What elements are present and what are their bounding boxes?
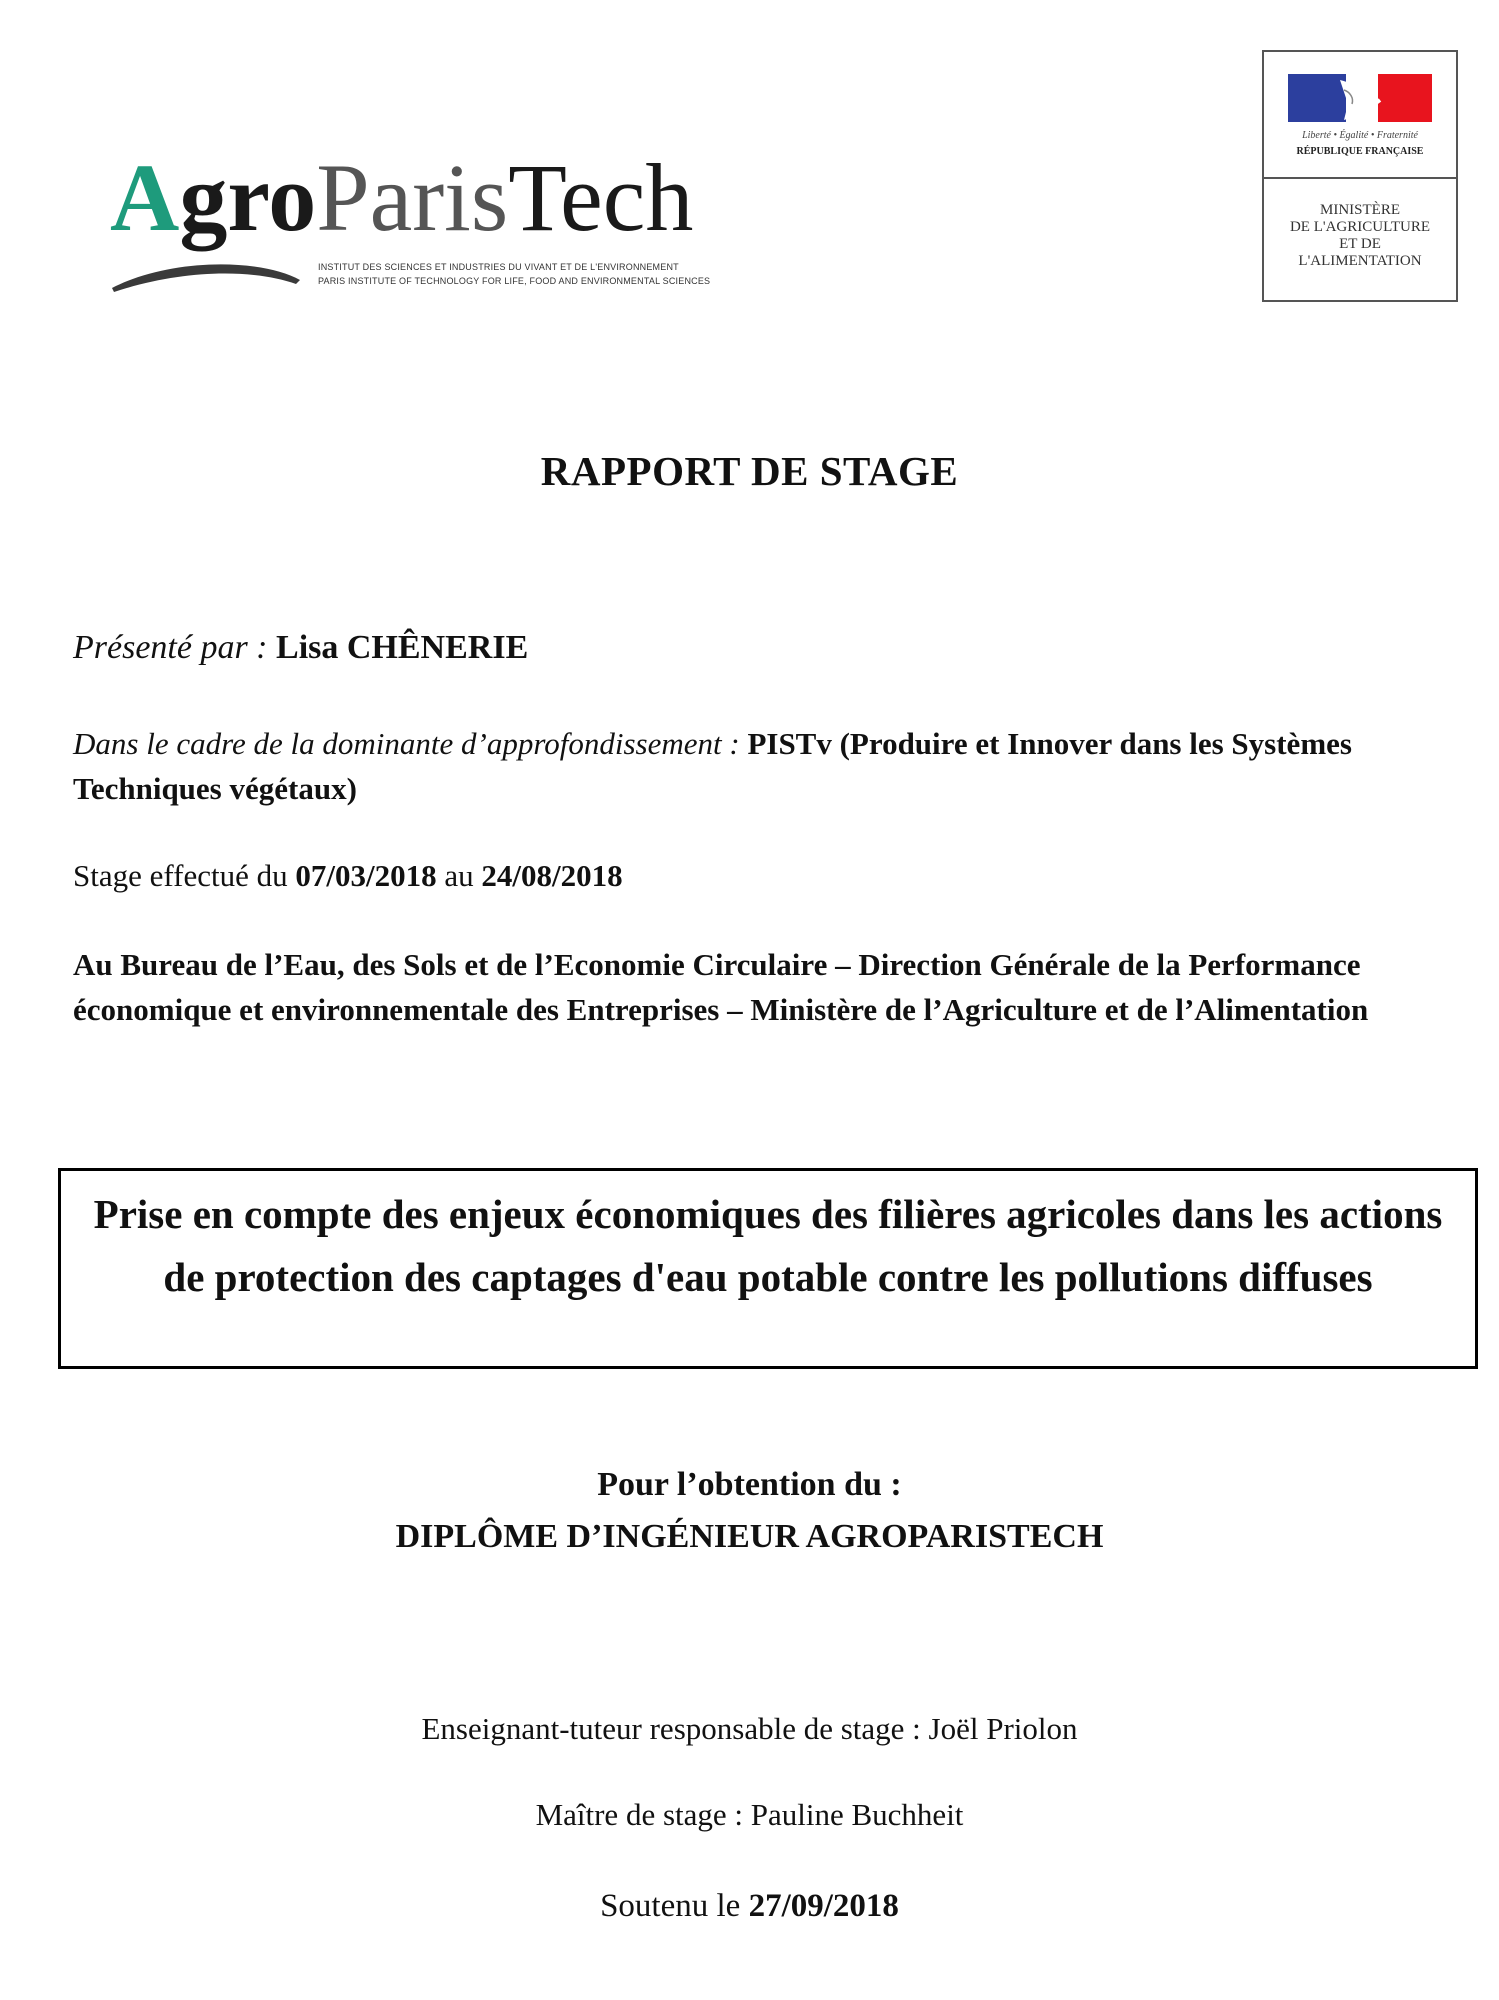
ministry-name-line: ET DE xyxy=(1339,236,1381,252)
stage-start-date: 07/03/2018 xyxy=(295,858,437,893)
dominante xyxy=(73,721,1443,811)
report-topic: Prise en compte des enjeux économiques des filières agricoles dans les actions de protection des captages d'eau potable contre les pollutions diffuses xyxy=(93,1191,1443,1300)
diploma-block xyxy=(0,1459,1499,1563)
logo-tagline-fr: INSTITUT DES SCIENCES ET INDUSTRIES DU VIVANT ET DE L'ENVIRONNEMENT xyxy=(318,262,679,272)
logo-gro: gro xyxy=(179,144,317,251)
master-line: Maître de stage : Pauline Buchheit xyxy=(535,1797,964,1832)
defense-date-line xyxy=(0,1888,1499,1925)
topic-box xyxy=(58,1168,1478,1369)
logo-tagline-en: PARIS INSTITUTE OF TECHNOLOGY FOR LIFE, FOOD AND ENVIRONMENTAL SCIENCES xyxy=(318,276,711,286)
ministry-name xyxy=(1268,202,1452,270)
host-organisation: Au Bureau de l’Eau, des Sols et de l’Economie Circulaire – Direction Générale de la Performance économique et environnementale des Entreprises – Ministère de l’Agriculture et de l’Alimentation xyxy=(73,947,1369,1027)
dominante-value: PISTv (Produire et Innover dans les Systèmes Techniques végétaux) xyxy=(73,726,1352,806)
logo-tech: Tech xyxy=(508,144,694,251)
defense-prefix: Soutenu le xyxy=(600,1888,741,1924)
ministry-name-line: DE L'AGRICULTURE xyxy=(1289,219,1431,235)
dominante-label: Dans le cadre de la dominante d’approfondissement : xyxy=(73,726,740,761)
republic-name: RÉPUBLIQUE FRANÇAISE xyxy=(1296,146,1424,157)
page-title: RAPPORT DE STAGE xyxy=(540,448,959,494)
author-name: Lisa CHÊNERIE xyxy=(276,629,529,666)
logo-letter-a: A xyxy=(110,144,180,251)
stage-dates xyxy=(73,853,1443,898)
diploma-name: DIPLÔME D’INGÉNIEUR AGROPARISTECH xyxy=(395,1518,1104,1555)
defense-date: 27/09/2018 xyxy=(748,1888,899,1924)
stage-middle: au xyxy=(444,858,474,893)
stage-prefix: Stage effectué du xyxy=(73,858,288,893)
ministry-name-line: L'ALIMENTATION xyxy=(1298,253,1422,269)
stage-end-date: 24/08/2018 xyxy=(481,858,623,893)
tutor-line: Enseignant-tuteur responsable de stage : Joël Priolon xyxy=(421,1711,1078,1746)
agroparistech-logo xyxy=(110,144,720,310)
ministry-logo xyxy=(1262,50,1458,302)
presented-by xyxy=(73,625,1443,670)
logo-swoosh-icon xyxy=(110,150,720,310)
marianne-flag-icon xyxy=(1288,74,1432,122)
diploma-intro: Pour l’obtention du : xyxy=(597,1466,902,1503)
ministry-marianne-block xyxy=(1264,52,1456,179)
republic-motto: Liberté • Égalité • Fraternité xyxy=(1302,130,1418,141)
logo-paris: Paris xyxy=(316,144,509,251)
presented-label: Présenté par : xyxy=(73,629,268,666)
ministry-name-line: MINISTÈRE xyxy=(1320,202,1400,218)
